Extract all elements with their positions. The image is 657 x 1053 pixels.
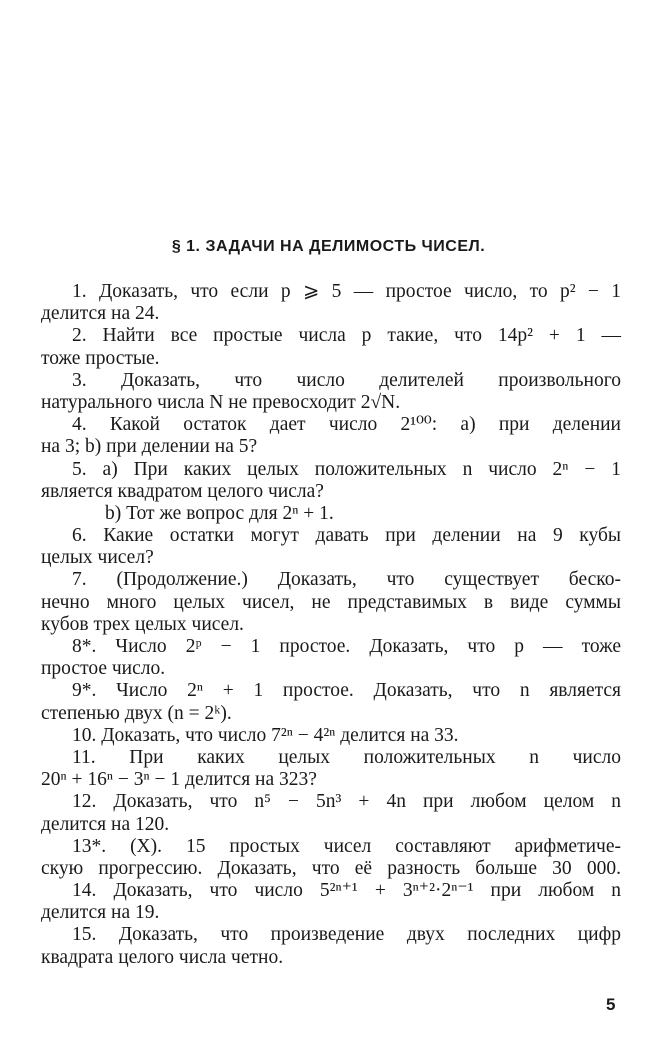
problem-6-line-2: целых чисел? [41,547,154,569]
problem-6-line-1: 6. Какие остатки могут давать при делении на 9 кубы [72,525,621,547]
problem-5-line-3: b) Тот же вопрос для 2ⁿ + 1. [105,502,334,524]
problem-12-line-2: делится на 120. [41,813,170,835]
problem-1-line-2: делится на 24. [41,303,160,325]
problem-4-line-2: на 3; b) при делении на 5? [41,436,258,458]
problem-13-line-1: 13*. (X). 15 простых чисел составляют арифметиче- [72,835,621,857]
problem-9-line-1: 9*. Число 2ⁿ + 1 простое. Доказать, что n является [72,680,621,702]
problem-15-line-2: квадрата целого числа четно. [41,946,284,968]
problem-9-line-2: степенью двух (n = 2ᵏ). [41,702,232,724]
problem-11-line-1: 11. При каких целых положительных n число [72,746,621,768]
problem-12-line-1: 12. Доказать, что n⁵ − 5n³ + 4n при любом целом n [72,791,621,813]
problem-8-line-2: простое число. [41,658,166,680]
problem-3-line-2: натурального числа N не превосходит 2√N. [41,391,401,413]
problem-13-line-2: скую прогрессию. Доказать, что её разность больше 30 000. [41,857,621,879]
problem-2-line-1: 2. Найти все простые числа p такие, что 14p² + 1 — [72,325,621,347]
problem-1-line-1: 1. Доказать, что если p ⩾ 5 — простое число, то p² − 1 [72,281,621,302]
problem-10-line-1: 10. Доказать, что число 7²ⁿ − 4²ⁿ делится на 33. [72,724,459,746]
problem-list [41,281,621,969]
problem-15-line-1: 15. Доказать, что произведение двух последних цифр [72,924,621,946]
problem-7-line-3: кубов трех целых чисел. [41,613,244,635]
problem-7-line-1: 7. (Продолжение.) Доказать, что существует беско- [72,569,621,591]
problem-7-line-2: нечно много целых чисел, не представимых в виде суммы [41,591,621,613]
problem-11-line-2: 20ⁿ + 16ⁿ − 3ⁿ − 1 делится на 323? [41,769,317,791]
page-number: 5 [606,995,616,1014]
problem-3-line-1: 3. Доказать, что число делителей произвольного [72,369,621,391]
problem-5-line-2: является квадратом целого числа? [41,480,324,502]
problem-2-line-2: тоже простые. [41,347,160,369]
problem-4-line-1: 4. Какой остаток дает число 2¹⁰⁰: а) при делении [72,414,621,436]
problem-14-line-1: 14. Доказать, что число 5²ⁿ⁺¹ + 3ⁿ⁺²·2ⁿ⁻¹ при любом n [72,880,621,902]
section-heading: § 1. ЗАДАЧИ НА ДЕЛИМОСТЬ ЧИСЕЛ. [171,238,486,255]
problem-8-line-1: 8*. Число 2ᵖ − 1 простое. Доказать, что p — тоже [72,636,621,657]
problem-5-line-1: 5. а) При каких целых положительных n число 2ⁿ − 1 [72,458,621,480]
problem-14-line-2: делится на 19. [41,902,160,924]
